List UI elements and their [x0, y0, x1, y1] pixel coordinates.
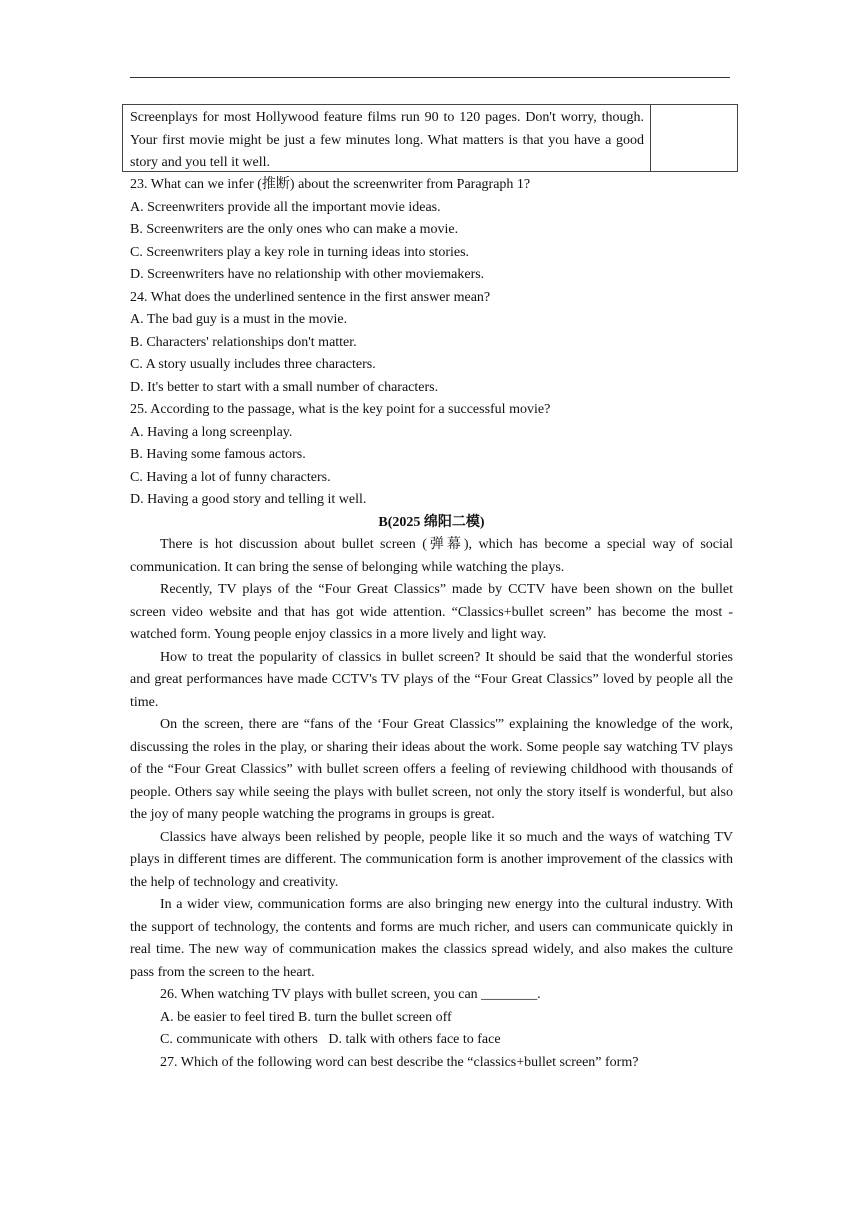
question-27 — [130, 1052, 733, 1075]
options-row-1: A. be easier to feel tired B. turn the bullet screen off — [160, 1009, 452, 1025]
question-stem: 24. What does the underlined sentence in the first answer mean? — [130, 289, 491, 305]
question-23 — [130, 174, 733, 287]
option-a: A. The bad guy is a must in the movie. — [130, 312, 348, 327]
option-d: D. Having a good story and telling it well. — [130, 492, 367, 507]
passage-b — [130, 534, 733, 984]
option-c: C. A story usually includes three characters. — [130, 357, 376, 372]
option-d: D. It's better to start with a small number of characters. — [130, 379, 439, 395]
passage-paragraph: Recently, TV plays of the “Four Great Classics” made by CCTV have been shown on the bullet screen video website and that has got wide attention. “Classics+bullet screen” has become the most - watched form. Young people enjoy classics in a more lively and light way. — [130, 582, 733, 642]
option-a: A. Having a long screenplay. — [130, 424, 293, 440]
question-24 — [130, 287, 733, 400]
passage-paragraph: Classics have always been relished by people, people like it so much and the ways of watching TV plays in different times are different. The communication form is another improvement of the classics with the help of technology and creativity. — [130, 829, 733, 890]
question-26 — [130, 984, 733, 1052]
header-rule — [130, 77, 730, 78]
option-b: B. Having some famous actors. — [130, 447, 306, 462]
question-stem: 25. According to the passage, what is the key point for a successful movie? — [130, 402, 551, 417]
question-25 — [130, 399, 733, 512]
table-text-cell — [123, 105, 651, 171]
page-content — [130, 174, 733, 1074]
option-c: C. Screenwriters play a key role in turning ideas into stories. — [130, 244, 470, 260]
option-a: A. Screenwriters provide all the important movie ideas. — [130, 199, 441, 215]
passage-paragraph: There is hot discussion about bullet screen (弹幕), which has become a special way of social communication. It can bring the sense of belonging while watching the plays. — [130, 537, 733, 575]
option-d: D. Screenwriters have no relationship with other moviemakers. — [130, 267, 485, 282]
passage-paragraph: In a wider view, communication forms are also bringing new energy into the cultural industry. With the support of technology, the contents and forms are much richer, and users can communicate quickly in real time. The new way of communication makes the classics spread widely, and also makes the culture pass from the screen to the heart. — [130, 897, 733, 980]
question-stem: 27. Which of the following word can best describe the “classics+bullet screen” form? — [160, 1054, 639, 1070]
question-stem: 23. What can we infer (推断) about the screenwriter from Paragraph 1? — [130, 177, 531, 192]
question-stem: 26. When watching TV plays with bullet screen, you can ________. — [160, 987, 541, 1002]
table-text: Screenplays for most Hollywood feature films run 90 to 120 pages. Don't worry, though. Your first movie might be just a few minutes long. What matters is that you have a good story and you tell it well. — [130, 110, 644, 170]
answer-table — [122, 104, 738, 172]
option-b: B. Screenwriters are the only ones who can make a movie. — [130, 222, 459, 237]
passage-paragraph: How to treat the popularity of classics in bullet screen? It should be said that the wonderful stories and great performances have made CCTV's TV plays of the “Four Great Classics” loved by people all the time. — [130, 649, 733, 710]
option-c: C. Having a lot of funny characters. — [130, 469, 331, 485]
option-b: B. Characters' relationships don't matter. — [130, 334, 357, 350]
passage-paragraph: On the screen, there are “fans of the ‘Four Great Classics'” explaining the knowledge of the work, discussing the roles in the play, or sharing their ideas about the work. Some people say watching TV plays of the “Four Great Classics” with bullet screen offers a feeling of reviewing childhood with thousands of people. Others say while seeing the plays with bullet screen, not only the story itself is wonderful, but also the joy of many people watching the programs in groups is great. — [130, 717, 733, 822]
section-b-title: B(2025 绵阳二模) — [378, 514, 485, 530]
options-row-2: C. communicate with others D. talk with others face to face — [160, 1032, 501, 1047]
